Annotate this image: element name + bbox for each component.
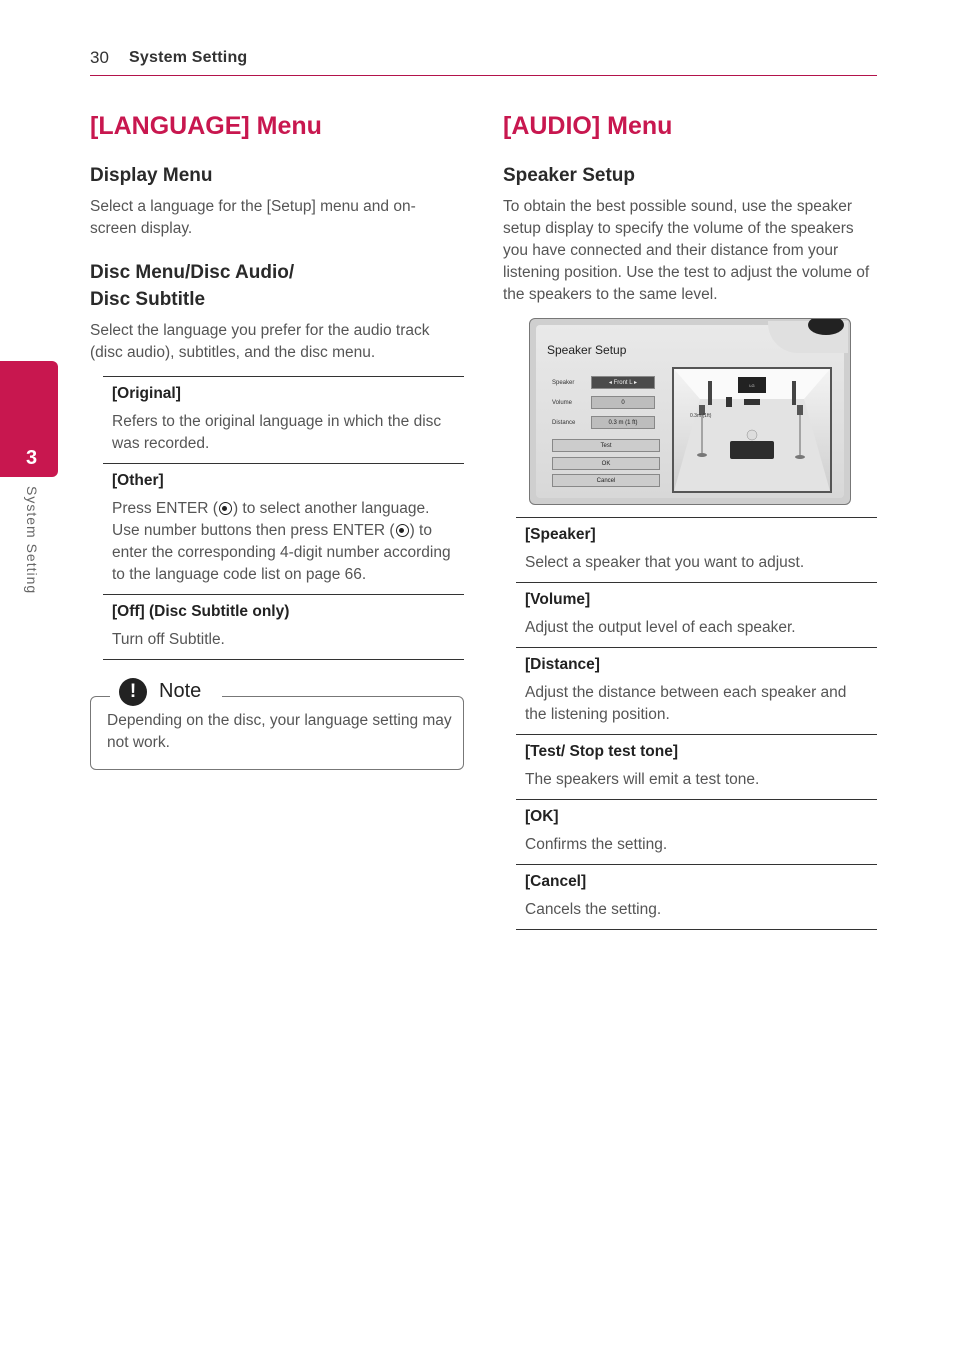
disc-menu-title	[90, 259, 294, 313]
listener-icon	[747, 430, 757, 440]
option-def	[112, 498, 455, 586]
chapter-number: 3	[26, 447, 38, 469]
exclamation-icon: !	[119, 678, 147, 706]
room-distance-label: 0.3m (1ft)	[690, 413, 712, 419]
disc-menu-text: Select the language you prefer for the audio track (disc audio), subtitles, and the disc menu.	[90, 322, 430, 361]
language-options-table	[103, 376, 464, 660]
audio-menu-heading: [AUDIO] Menu	[503, 112, 673, 140]
option-def: Select a speaker that you want to adjust.	[525, 554, 805, 571]
option-term: [Volume]	[525, 591, 591, 608]
option-def: Cancels the setting.	[525, 901, 662, 918]
option-term: [Distance]	[525, 656, 600, 673]
room-illustration	[674, 369, 830, 491]
rear-left-base-icon	[697, 453, 707, 457]
distance-label: Distance	[552, 420, 576, 426]
enter-button-icon	[219, 502, 232, 515]
speaker-label: Speaker	[552, 380, 575, 386]
disc-menu-title-line1: Disc Menu/Disc Audio/	[90, 262, 295, 283]
def-part: ) to select another language. Use number buttons then press ENTER (	[112, 500, 430, 539]
option-term: [Original]	[112, 385, 181, 402]
tv-logo: LG	[749, 383, 755, 388]
volume-label: Volume	[552, 400, 573, 406]
option-def: Adjust the distance between each speaker and the listening position.	[525, 684, 847, 723]
chevron-right-icon: ▸	[632, 380, 638, 386]
front-right-speaker-icon	[792, 381, 796, 405]
table-row	[103, 463, 464, 594]
option-term: [Cancel]	[525, 873, 587, 890]
speaker-value: Front L	[613, 380, 633, 386]
option-def: Confirms the setting.	[525, 836, 668, 853]
ok-button[interactable]: OK	[552, 457, 660, 470]
chapter-label: System Setting	[24, 486, 40, 595]
option-term: [Off] (Disc Subtitle only)	[112, 603, 290, 620]
speaker-setup-text: To obtain the best possible sound, use the speaker setup display to specify the volume of the speakers you have connected and their distance from your listening position. Use the test to adjust the volume of the speakers to the same level.	[503, 198, 870, 303]
chevron-left-icon: ◂	[608, 380, 614, 386]
display-menu-text: Select a language for the [Setup] menu and on-screen display.	[90, 198, 416, 237]
rear-right-speaker-icon	[797, 405, 803, 415]
enter-button-icon	[396, 524, 409, 537]
speaker-setup-title: Speaker Setup	[503, 165, 635, 186]
table-row	[516, 647, 877, 734]
table-row	[516, 734, 877, 799]
subwoofer-icon	[726, 397, 732, 407]
option-term: [Other]	[112, 472, 164, 489]
cancel-button[interactable]: Cancel	[552, 474, 660, 487]
option-term: [Test/ Stop test tone]	[525, 743, 678, 760]
def-part: Press ENTER (	[112, 500, 218, 517]
page-number: 30	[90, 48, 109, 67]
note-label: Note	[159, 680, 202, 702]
corner-dot	[808, 318, 844, 335]
option-def: Turn off Subtitle.	[112, 631, 225, 648]
receiver-icon	[744, 399, 760, 405]
note-text: Depending on the disc, your language setting may not work.	[107, 712, 452, 751]
header-divider	[90, 75, 877, 76]
disc-menu-title-line2: Disc Subtitle	[90, 289, 206, 310]
table-row	[516, 864, 877, 930]
front-left-speaker-icon	[708, 381, 712, 405]
audio-options-table	[516, 517, 877, 930]
def-part: ) to enter the corresponding 4-digit number according to the language code list on page 66.	[112, 522, 451, 583]
volume-field[interactable]: 0	[591, 396, 655, 409]
table-row	[516, 582, 877, 647]
test-button[interactable]: Test	[552, 439, 660, 452]
option-term: [Speaker]	[525, 526, 596, 543]
speaker-select[interactable]	[591, 376, 655, 389]
option-def: The speakers will emit a test tone.	[525, 771, 760, 788]
table-row	[103, 376, 464, 463]
option-def: Adjust the output level of each speaker.	[525, 619, 796, 636]
display-menu-title: Display Menu	[90, 165, 213, 186]
language-menu-heading: [LANGUAGE] Menu	[90, 112, 322, 140]
option-def: Refers to the original language in which the disc was recorded.	[112, 413, 442, 452]
option-term: [OK]	[525, 808, 559, 825]
corner-decoration	[768, 321, 848, 353]
table-row	[516, 799, 877, 864]
distance-field[interactable]: 0.3 m (1 ft)	[591, 416, 655, 429]
speaker-room-diagram	[672, 367, 832, 493]
screenshot-panel	[536, 325, 844, 498]
rear-right-base-icon	[795, 455, 805, 459]
speaker-setup-screenshot	[529, 318, 851, 505]
table-row	[103, 594, 464, 660]
table-row	[516, 517, 877, 582]
screenshot-title: Speaker Setup	[547, 343, 627, 357]
running-header-title: System Setting	[129, 49, 248, 66]
sofa-icon	[730, 441, 774, 459]
